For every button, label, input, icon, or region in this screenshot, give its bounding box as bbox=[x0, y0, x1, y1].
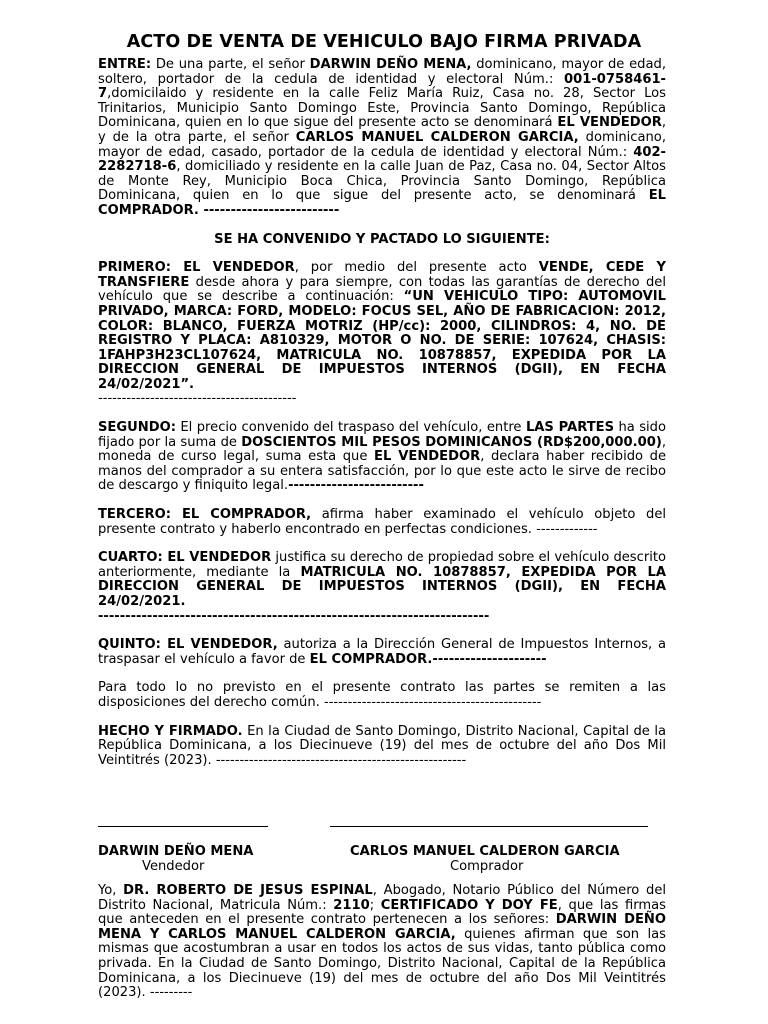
notary-text-5: quienes afirman que son las mismas que acostumbran a usar en todos los actos de sus vidas, tanto pública como privada. En la Ciudad de Santo Domingo, Distrito Nacional, Capital de la República Dominicana, a los Diecinueve (19) del mes de octubre del año Dos Mil Veintitrés (2023). --------- bbox=[98, 926, 666, 1001]
buyer-role: EL COMPRADOR. ------------------------- bbox=[98, 188, 666, 218]
cuarto-text-1: justifica su derecho de propiedad sobre el vehículo descrito anteriormente, mediante la bbox=[98, 550, 666, 580]
segundo-label: SEGUNDO: bbox=[98, 420, 176, 436]
clause-imprevisto: Para todo lo no previsto en el presente contrato las partes se remiten a las disposiciones del derecho común. ---------------------------------------------- bbox=[98, 680, 666, 710]
agreement-heading: SE HA CONVENIDO Y PACTADO LO SIGUIENTE: bbox=[214, 231, 550, 247]
entre-text-6: , domiciliado y residente en la calle Juan de Paz, Casa no. 04, Sector Altos de Monte Rey, Municipio Boca Chica, Provincia Santo Domingo, República Dominicana, quien en lo que sigue del presente acto, se denominará bbox=[98, 159, 666, 204]
seller-id: 001-0758461-7 bbox=[98, 71, 666, 102]
seller-signature-role: Vendedor bbox=[142, 859, 205, 874]
segundo-text-2: ha sido fijado por la suma de bbox=[98, 420, 666, 450]
segundo-text-1: El precio convenido del traspaso del vehículo, entre bbox=[175, 420, 526, 436]
buyer-id: 402-2282718-6 bbox=[98, 144, 666, 175]
quinto-bold-1: EL COMPRADOR.--------------------- bbox=[309, 651, 547, 667]
segundo-bold-3: EL VENDEDOR bbox=[374, 449, 481, 465]
entre-text-3: ,domicilaido y residente en la calle Feliz María Ruiz, Casa no. 28, Sector Los Trinitarios, Municipio Santo Domingo Este, Provincia Santo Domingo, República Dominicana, quien en lo que sigue del presente acto se denominará bbox=[98, 86, 666, 131]
seller-role: EL VENDEDOR bbox=[557, 115, 662, 131]
cuarto-label: CUARTO: EL VENDEDOR bbox=[98, 550, 272, 566]
primero-label: PRIMERO: EL VENDEDOR bbox=[98, 260, 295, 276]
contract-body bbox=[98, 58, 666, 768]
cuarto-dashes-text: ------------------------------------------------------------------------ bbox=[98, 608, 490, 624]
notary-text-3: ; bbox=[369, 897, 381, 913]
segundo-text-4: , declara haber recibido de manos del comprador a su entera satisfacción, por lo que este acto le sirve de recibo de descargo y finiquito legal. bbox=[98, 449, 666, 494]
entre-text-1: De una parte, el señor bbox=[151, 57, 310, 72]
quinto-text-1: autoriza a la Dirección General de Impuestos Internos, a traspasar el vehículo a favor de bbox=[98, 637, 667, 667]
primero-text-2: desde ahora y para siempre, con todas las garantías de derecho del vehículo que se describe a continuación: bbox=[98, 274, 666, 305]
entre-text-5: dominicano, mayor de edad, casado, portador de la cedula de identidad y electoral Núm.: bbox=[98, 129, 666, 160]
clause-primero bbox=[98, 261, 666, 392]
entre-text-4: , y de la otra parte, el señor bbox=[98, 115, 666, 145]
entre-label: ENTRE: bbox=[98, 57, 152, 72]
notary-cert: CERTIFICADO Y DOY FE bbox=[380, 897, 558, 913]
hecho-text-1: En la Ciudad de Santo Domingo, Distrito Nacional, Capital de la República Dominicana, a los Diecinueve (19) del mes de octubre del año Dos Mil Veintitrés (2023). ----------------------------------------------------- bbox=[98, 723, 667, 768]
primero-text-1: , por medio del presente acto bbox=[294, 260, 539, 276]
buyer-signature-line bbox=[330, 826, 648, 827]
hecho-label: HECHO Y FIRMADO. bbox=[98, 723, 243, 739]
buyer-signature-name: CARLOS MANUEL CALDERON GARCIA bbox=[350, 844, 620, 859]
entre-text-2: dominicano, mayor de edad, soltero, portador de la cedula de identidad y electoral Núm.: bbox=[98, 57, 666, 87]
notary-text-1: Yo, bbox=[98, 883, 124, 898]
clause-hecho bbox=[98, 725, 666, 769]
segundo-dashes: ------------------------- bbox=[288, 478, 424, 494]
notary-matricula: 2110 bbox=[333, 897, 370, 913]
clause-quinto bbox=[98, 638, 666, 667]
clause-cuarto bbox=[98, 551, 666, 609]
notary-text-2: , Abogado, Notario Público del Número del Distrito Nacional, Matricula Núm.: bbox=[98, 883, 667, 913]
notary-text-4: , que las firmas que anteceden en el presente contrato pertenecen a los señores: bbox=[98, 897, 666, 928]
notary-paragraph bbox=[98, 884, 666, 1001]
quinto-label: QUINTO: EL VENDEDOR, bbox=[98, 637, 278, 653]
document-title: ACTO DE VENTA DE VEHICULO BAJO FIRMA PRIVADA bbox=[126, 32, 642, 52]
notary-name: DR. ROBERTO DE JESUS ESPINAL bbox=[123, 883, 373, 898]
clause-segundo bbox=[98, 421, 666, 494]
seller-signature-line bbox=[98, 826, 268, 827]
clause-tercero bbox=[98, 508, 666, 537]
notary-certification bbox=[98, 884, 666, 1001]
tercero-text-1: afirma haber examinado el vehículo objeto del presente contrato y haberlo encontrado en perfectas condiciones. ------------- bbox=[98, 507, 667, 537]
notary-parties: DARWIN DEÑO MENA Y CARLOS MANUEL CALDERON GARCIA, bbox=[98, 912, 666, 942]
segundo-text-3: , moneda de curso legal, suma esta que bbox=[98, 434, 666, 465]
tercero-label: TERCERO: EL COMPRADOR, bbox=[98, 507, 312, 523]
primero-dashes: ------------------------------------------ bbox=[98, 391, 297, 407]
segundo-bold-1: LAS PARTES bbox=[525, 420, 615, 436]
sale-price: DOSCIENTOS MIL PESOS DOMINICANOS (RD$200,000.00) bbox=[241, 434, 662, 450]
clause-entre bbox=[98, 58, 666, 219]
seller-signature-name: DARWIN DEÑO MENA bbox=[98, 844, 254, 859]
vehicle-description: “UN VEHICULO TIPO: AUTOMOVIL PRIVADO, MARCA: FORD, MODELO: FOCUS SEL, AÑO DE FABRICACION: 2012, COLOR: BLANCO, FUERZA MOTRIZ (HP/cc): 2000, CILINDROS: 4, NO. DE REGISTRO Y PLACA: A810329, MOTOR O NO. DE SERIE: 107624, CHASIS: 1FAHP3H23CL107624, MATRICULA NO. 10878857, EXPEDIDA POR LA DIRECCION GENERAL DE IMPUESTOS INTERNOS (DGII), EN FECHA 24/02/2021”. bbox=[98, 289, 666, 392]
signature-area bbox=[98, 826, 668, 876]
primero-bold-1: VENDE, CEDE Y TRANSFIERE bbox=[98, 260, 666, 290]
buyer-signature-role: Comprador bbox=[450, 859, 524, 874]
cuarto-dashes bbox=[98, 610, 666, 625]
seller-name-inline: DARWIN DEÑO MENA, bbox=[309, 57, 472, 72]
cuarto-bold-1: MATRICULA NO. 10878857, EXPEDIDA POR LA DIRECCION GENERAL DE IMPUESTOS INTERNOS (DGII), EN FECHA 24/02/2021. bbox=[98, 564, 666, 609]
buyer-name-inline: CARLOS MANUEL CALDERON GARCIA, bbox=[295, 129, 579, 145]
